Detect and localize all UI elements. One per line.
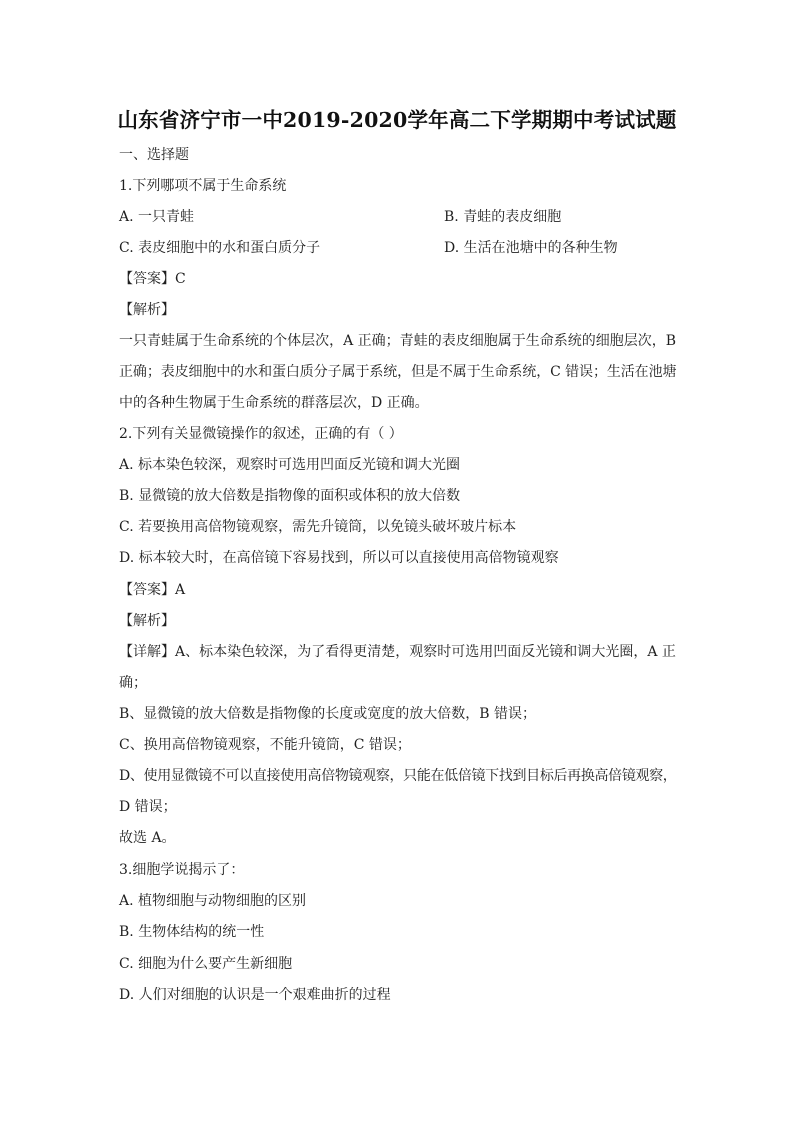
question-1-stem: 1.下列哪项不属于生命系统 bbox=[119, 178, 287, 194]
question-2-analysis-line: D 错误； bbox=[119, 799, 177, 815]
question-1-option-a: A. 一只青蛙 bbox=[119, 209, 195, 225]
question-2-analysis-line: 【详解】A、标本染色较深，为了看得更清楚，观察时可选用凹面反光镜和调大光圈，A 正 bbox=[119, 644, 676, 660]
page-title: 山东省济宁市一中2019-2020学年高二下学期期中考试试题 bbox=[117, 108, 677, 132]
question-2-analysis-line: 故选 A。 bbox=[119, 830, 176, 846]
question-1-option-c: C. 表皮细胞中的水和蛋白质分子 bbox=[119, 240, 321, 256]
question-2-analysis-line: C、换用高倍物镜观察，不能升镜筒，C 错误； bbox=[119, 737, 411, 753]
question-2-analysis-label: 【解析】 bbox=[119, 613, 175, 629]
question-2-analysis-line: B、显微镜的放大倍数是指物像的长度或宽度的放大倍数，B 错误； bbox=[119, 706, 537, 722]
question-3-option-a: A. 植物细胞与动物细胞的区别 bbox=[119, 893, 307, 909]
question-3-option-c: C. 细胞为什么要产生新细胞 bbox=[119, 956, 293, 972]
question-2-stem: 2.下列有关显微镜操作的叙述，正确的有（ ） bbox=[119, 426, 403, 442]
question-2-option-a: A. 标本染色较深，观察时可选用凹面反光镜和调大光圈 bbox=[119, 457, 461, 473]
section-heading: 一、选择题 bbox=[119, 147, 189, 163]
question-3-option-d: D. 人们对细胞的认识是一个艰难曲折的过程 bbox=[119, 987, 391, 1003]
question-1-analysis-label: 【解析】 bbox=[119, 302, 175, 318]
question-1-option-d: D. 生活在池塘中的各种生物 bbox=[444, 240, 618, 256]
question-1-option-b: B. 青蛙的表皮细胞 bbox=[444, 209, 562, 225]
question-2-option-b: B. 显微镜的放大倍数是指物像的面积或体积的放大倍数 bbox=[119, 488, 461, 504]
question-2-analysis-line: 确； bbox=[119, 675, 147, 691]
question-3-option-b: B. 生物体结构的统一性 bbox=[119, 924, 265, 940]
question-2-analysis-line: D、使用显微镜不可以直接使用高倍物镜观察，只能在低倍镜下找到目标后再换高倍镜观察， bbox=[119, 768, 677, 784]
question-3-stem: 3.细胞学说揭示了： bbox=[119, 862, 245, 878]
question-2-answer: 【答案】A bbox=[119, 582, 186, 598]
question-1-analysis-line: 正确；表皮细胞中的水和蛋白质分子属于系统，但是不属于生命系统，C 错误；生活在池塘 bbox=[119, 364, 677, 380]
question-2-option-d: D. 标本较大时，在高倍镜下容易找到，所以可以直接使用高倍物镜观察 bbox=[119, 550, 559, 566]
question-1-analysis-line: 中的各种生物属于生命系统的群落层次，D 正确。 bbox=[119, 395, 429, 411]
question-1-analysis-line: 一只青蛙属于生命系统的个体层次，A 正确；青蛙的表皮细胞属于生命系统的细胞层次，B bbox=[119, 333, 677, 349]
question-2-option-c: C. 若要换用高倍物镜观察，需先升镜筒，以免镜头破坏玻片标本 bbox=[119, 519, 517, 535]
question-1-answer: 【答案】C bbox=[119, 271, 186, 287]
